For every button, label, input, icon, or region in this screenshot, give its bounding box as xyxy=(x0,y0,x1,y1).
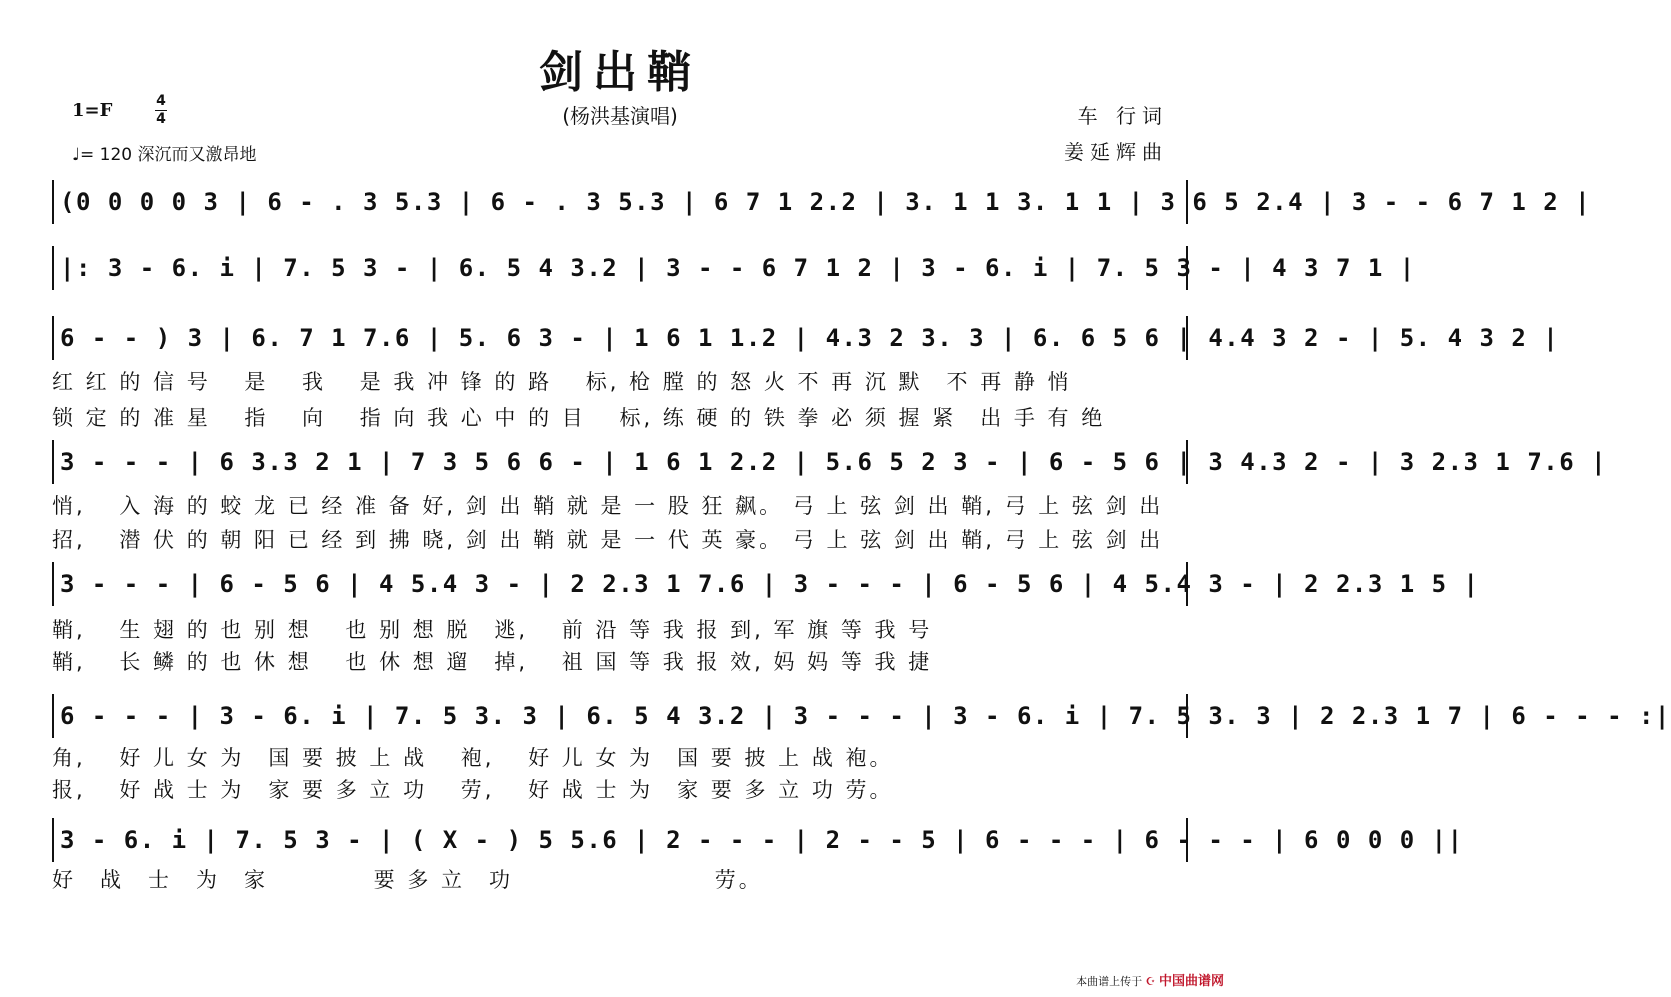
notation-line-5: 3 - - - | 6 - 5 6 | 4 5.4 3 - | 2 2.3 1 7.6 | 3 - - - | 6 - 5 6 | 4 5.4 3 - | 2 2.3 1 5 | xyxy=(52,562,1188,606)
notation-line-3: 6 - - ) 3 | 6. 7 1 7.6 | 5. 6 3 - | 1 6 1 1.2 | 4.3 2 3. 3 | 6. 6 5 6 | 4.4 3 2 - | 5. 4 3 2 | xyxy=(52,316,1188,360)
lyric-line-2: 锁 定 的 准 星 指 向 指 向 我 心 中 的 目 标, 练 硬 的 铁 拳 必 须 握 紧 出 手 有 绝 xyxy=(52,406,1106,430)
lyric-line-1: 红 红 的 信 号 是 我 是 我 冲 锋 的 路 标, 枪 膛 的 怒 火 不 再 沉 默 不 再 静 悄 xyxy=(52,370,1072,394)
notation-line-1: (0 0 0 0 3 | 6 - . 3 5.3 | 6 - . 3 5.3 | 6 7 1 2.2 | 3. 1 1 3. 1 1 | 3 6 5 2.4 | 3 - - 6 7 1 2 | xyxy=(52,180,1188,224)
site-logo-icon: ☪ xyxy=(1145,975,1156,988)
tempo-marking: ♩= 120 深沉而又激昂地 xyxy=(72,145,257,165)
lyric-line-8: 报, 好 战 士 为 家 要 多 立 功 劳, 好 战 士 为 家 要 多 立 功 劳。 xyxy=(52,778,894,802)
notation-line-7: 3 - 6. i | 7. 5 3 - | ( X - ) 5 5.6 | 2 - - - | 2 - - 5 | 6 - - - | 6 - - - | 6 0 0 0 || xyxy=(52,818,1188,862)
time-signature xyxy=(155,94,167,127)
meter-bottom: 4 xyxy=(156,111,166,127)
notation-line-4: 3 - - - | 6 3.3 2 1 | 7 3 5 6 6 - | 1 6 1 2.2 | 5.6 5 2 3 - | 6 - 5 6 | 3 4.3 2 - | 3 2.3 1 7.6 | xyxy=(52,440,1188,484)
song-title: 剑出鞘 xyxy=(539,47,701,98)
lyric-line-4: 招, 潜 伏 的 朝 阳 已 经 到 拂 晓, 剑 出 鞘 就 是 一 代 英 豪。 弓 上 弦 剑 出 鞘, 弓 上 弦 剑 出 xyxy=(52,528,1164,552)
lyricist-credit: 车 行词 xyxy=(1077,104,1168,128)
composer-credit: 姜延辉曲 xyxy=(1064,140,1168,164)
footer-prefix: 本曲谱上传于 xyxy=(1076,975,1143,988)
key-signature: 1=F xyxy=(72,100,113,121)
lyric-line-6: 鞘, 长 鳞 的 也 休 想 也 休 想 遛 掉, 祖 国 等 我 报 效, 妈 妈 等 我 捷 xyxy=(52,650,933,674)
meter-top: 4 xyxy=(156,93,166,109)
notation-line-2: |: 3 - 6. i | 7. 5 3 - | 6. 5 4 3.2 | 3 - - 6 7 1 2 | 3 - 6. i | 7. 5 3 - | 4 3 7 1 | xyxy=(52,246,1188,290)
performer-subtitle: (杨洪基演唱) xyxy=(562,104,678,128)
lyric-line-5: 鞘, 生 翅 的 也 别 想 也 别 想 脱 逃, 前 沿 等 我 报 到, 军 旗 等 我 号 xyxy=(52,618,933,642)
upload-footer xyxy=(1076,970,1224,989)
lyric-line-9: 好 战 士 为 家 要 多 立 功 劳。 xyxy=(52,868,763,892)
lyric-line-7: 角, 好 儿 女 为 国 要 披 上 战 袍, 好 儿 女 为 国 要 披 上 战 袍。 xyxy=(52,746,894,770)
site-brand-link[interactable]: 中国曲谱网 xyxy=(1158,974,1224,989)
lyric-line-3: 悄, 入 海 的 蛟 龙 已 经 准 备 好, 剑 出 鞘 就 是 一 股 狂 飙。 弓 上 弦 剑 出 鞘, 弓 上 弦 剑 出 xyxy=(52,494,1164,518)
notation-line-6: 6 - - - | 3 - 6. i | 7. 5 3. 3 | 6. 5 4 3.2 | 3 - - - | 3 - 6. i | 7. 5 3. 3 | 2 2.3 1 7 | 6 - - - :| xyxy=(52,694,1188,738)
